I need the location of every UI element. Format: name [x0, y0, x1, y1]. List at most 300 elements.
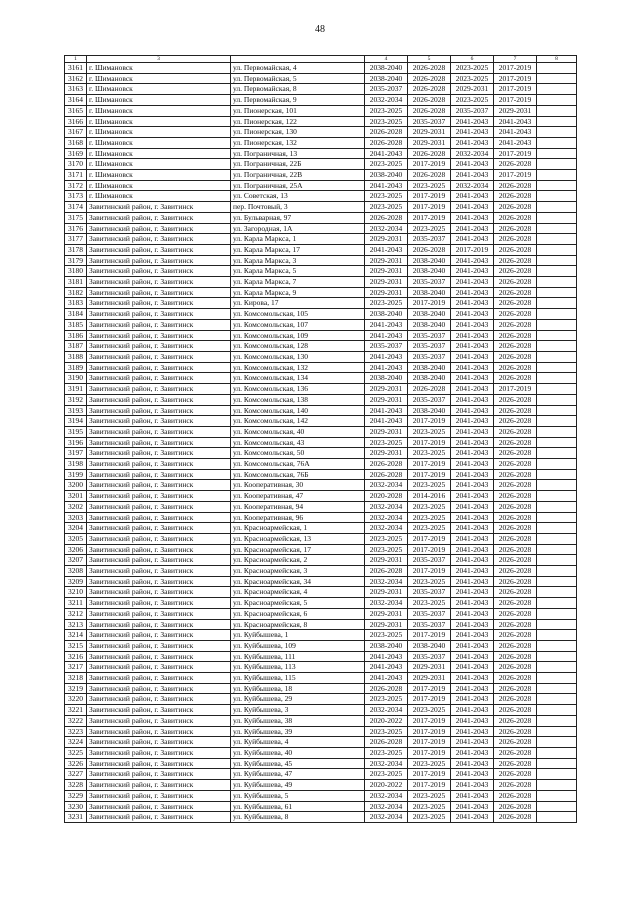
note-col-8	[537, 180, 577, 191]
note-col-8	[537, 351, 577, 362]
period-col-5: 2023-2025	[408, 180, 451, 191]
note-col-8	[537, 780, 577, 791]
locality: Завитинский район, г. Завитинск	[87, 587, 231, 598]
address: ул. Пионерская, 101	[231, 105, 365, 116]
period-col-7: 2026-2028	[494, 512, 537, 523]
table-row	[65, 341, 577, 352]
period-col-5: 2026-2028	[408, 105, 451, 116]
period-col-7: 2026-2028	[494, 319, 537, 330]
locality: Завитинский район, г. Завитинск	[87, 373, 231, 384]
address: ул. Куйбышева, 113	[231, 662, 365, 673]
note-col-8	[537, 426, 577, 437]
period-col-4: 2023-2025	[365, 748, 408, 759]
period-col-5: 2035-2037	[408, 555, 451, 566]
table-row	[65, 394, 577, 405]
period-col-6: 2041-2043	[451, 287, 494, 298]
period-col-5: 2017-2019	[408, 544, 451, 555]
note-col-8	[537, 212, 577, 223]
locality: Завитинский район, г. Завитинск	[87, 223, 231, 234]
period-col-7: 2026-2028	[494, 705, 537, 716]
address: ул. Пограничная, 22Б	[231, 159, 365, 170]
address: ул. Комсомольская, 109	[231, 330, 365, 341]
address: ул. Комсомольская, 142	[231, 416, 365, 427]
row-number: 3230	[65, 801, 87, 812]
column-number-7: 7	[494, 56, 537, 63]
locality: Завитинский район, г. Завитинск	[87, 576, 231, 587]
period-col-5: 2017-2019	[408, 298, 451, 309]
address: ул. Пионерская, 130	[231, 127, 365, 138]
note-col-8	[537, 662, 577, 673]
period-col-6: 2029-2031	[451, 84, 494, 95]
table-row	[65, 608, 577, 619]
period-col-4: 2029-2031	[365, 619, 408, 630]
period-col-5: 2035-2037	[408, 351, 451, 362]
row-number: 3179	[65, 255, 87, 266]
row-number: 3212	[65, 608, 87, 619]
table-row	[65, 662, 577, 673]
row-number: 3180	[65, 266, 87, 277]
note-col-8	[537, 801, 577, 812]
note-col-8	[537, 769, 577, 780]
table-row	[65, 726, 577, 737]
period-col-6: 2041-2043	[451, 341, 494, 352]
period-col-4: 2023-2025	[365, 116, 408, 127]
row-number: 3201	[65, 491, 87, 502]
period-col-7: 2026-2028	[494, 758, 537, 769]
note-col-8	[537, 373, 577, 384]
period-col-5: 2017-2019	[408, 459, 451, 470]
period-col-4: 2041-2043	[365, 673, 408, 684]
period-col-7: 2026-2028	[494, 480, 537, 491]
period-col-6: 2041-2043	[451, 202, 494, 213]
period-col-7: 2041-2043	[494, 116, 537, 127]
period-col-6: 2041-2043	[451, 448, 494, 459]
locality: Завитинский район, г. Завитинск	[87, 748, 231, 759]
period-col-7: 2026-2028	[494, 608, 537, 619]
row-number: 3219	[65, 683, 87, 694]
period-col-7: 2026-2028	[494, 640, 537, 651]
table-row	[65, 555, 577, 566]
table-row	[65, 95, 577, 106]
period-col-6: 2041-2043	[451, 608, 494, 619]
period-col-4: 2038-2040	[365, 373, 408, 384]
note-col-8	[537, 266, 577, 277]
address: ул. Пионерская, 122	[231, 116, 365, 127]
table-row	[65, 159, 577, 170]
period-col-4: 2023-2025	[365, 191, 408, 202]
address: ул. Красноармейская, 17	[231, 544, 365, 555]
locality: Завитинский район, г. Завитинск	[87, 212, 231, 223]
period-col-4: 2029-2031	[365, 287, 408, 298]
period-col-5: 2017-2019	[408, 202, 451, 213]
table-row	[65, 640, 577, 651]
period-col-6: 2041-2043	[451, 255, 494, 266]
period-col-4: 2032-2034	[365, 598, 408, 609]
period-col-5: 2026-2028	[408, 63, 451, 74]
period-col-5: 2035-2037	[408, 619, 451, 630]
address: ул. Красноармейская, 34	[231, 576, 365, 587]
period-col-6: 2041-2043	[451, 234, 494, 245]
table-row	[65, 105, 577, 116]
locality: г. Шимановск	[87, 191, 231, 202]
period-col-7: 2026-2028	[494, 726, 537, 737]
table-row	[65, 416, 577, 427]
address: ул. Карла Маркса, 17	[231, 244, 365, 255]
address: ул. Красноармейская, 6	[231, 608, 365, 619]
period-col-4: 2026-2028	[365, 683, 408, 694]
period-col-6: 2041-2043	[451, 737, 494, 748]
period-col-4: 2023-2025	[365, 694, 408, 705]
note-col-8	[537, 255, 577, 266]
period-col-7: 2026-2028	[494, 212, 537, 223]
note-col-8	[537, 287, 577, 298]
row-number: 3211	[65, 598, 87, 609]
table-row	[65, 790, 577, 801]
column-number-2: 3	[87, 56, 231, 63]
row-number: 3207	[65, 555, 87, 566]
period-col-6: 2041-2043	[451, 544, 494, 555]
period-col-5: 2026-2028	[408, 170, 451, 181]
period-col-7: 2026-2028	[494, 673, 537, 684]
table-row	[65, 287, 577, 298]
note-col-8	[537, 726, 577, 737]
locality: Завитинский район, г. Завитинск	[87, 341, 231, 352]
period-col-7: 2026-2028	[494, 598, 537, 609]
note-col-8	[537, 673, 577, 684]
note-col-8	[537, 748, 577, 759]
period-col-5: 2026-2028	[408, 244, 451, 255]
period-col-4: 2041-2043	[365, 148, 408, 159]
period-col-4: 2038-2040	[365, 309, 408, 320]
period-col-4: 2020-2022	[365, 715, 408, 726]
table-row	[65, 491, 577, 502]
period-col-5: 2026-2028	[408, 84, 451, 95]
address: ул. Куйбышева, 1	[231, 630, 365, 641]
period-col-7: 2026-2028	[494, 555, 537, 566]
period-col-5: 2017-2019	[408, 212, 451, 223]
address: ул. Куйбышева, 40	[231, 748, 365, 759]
period-col-4: 2041-2043	[365, 662, 408, 673]
table-row	[65, 780, 577, 791]
note-col-8	[537, 202, 577, 213]
period-col-6: 2041-2043	[451, 566, 494, 577]
address: ул. Красноармейская, 2	[231, 555, 365, 566]
period-col-6: 2023-2025	[451, 63, 494, 74]
locality: Завитинский район, г. Завитинск	[87, 255, 231, 266]
period-col-4: 2041-2043	[365, 362, 408, 373]
period-col-7: 2017-2019	[494, 170, 537, 181]
row-number: 3181	[65, 277, 87, 288]
period-col-7: 2026-2028	[494, 202, 537, 213]
address: ул. Куйбышева, 45	[231, 758, 365, 769]
period-col-7: 2026-2028	[494, 651, 537, 662]
address: ул. Первомайская, 8	[231, 84, 365, 95]
period-col-4: 2032-2034	[365, 705, 408, 716]
row-number: 3174	[65, 202, 87, 213]
row-number: 3196	[65, 437, 87, 448]
table-row	[65, 426, 577, 437]
row-number: 3185	[65, 319, 87, 330]
row-number: 3162	[65, 73, 87, 84]
row-number: 3182	[65, 287, 87, 298]
address: ул. Куйбышева, 3	[231, 705, 365, 716]
row-number: 3203	[65, 512, 87, 523]
period-col-5: 2023-2025	[408, 426, 451, 437]
period-col-4: 2038-2040	[365, 73, 408, 84]
locality: Завитинский район, г. Завитинск	[87, 694, 231, 705]
period-col-6: 2041-2043	[451, 555, 494, 566]
period-col-5: 2029-2031	[408, 137, 451, 148]
row-number: 3200	[65, 480, 87, 491]
note-col-8	[537, 437, 577, 448]
note-col-8	[537, 587, 577, 598]
note-col-8	[537, 566, 577, 577]
column-number-row	[65, 56, 577, 63]
address: ул. Куйбышева, 47	[231, 769, 365, 780]
row-number: 3177	[65, 234, 87, 245]
period-col-5: 2038-2040	[408, 373, 451, 384]
period-col-6: 2041-2043	[451, 416, 494, 427]
period-col-5: 2038-2040	[408, 319, 451, 330]
table-row	[65, 405, 577, 416]
period-col-4: 2023-2025	[365, 533, 408, 544]
period-col-4: 2023-2025	[365, 298, 408, 309]
table-row	[65, 715, 577, 726]
period-col-7: 2026-2028	[494, 469, 537, 480]
table-row	[65, 480, 577, 491]
address: ул. Карла Маркса, 9	[231, 287, 365, 298]
column-number-8: 8	[537, 56, 577, 63]
note-col-8	[537, 170, 577, 181]
column-number-6: 6	[451, 56, 494, 63]
locality: Завитинский район, г. Завитинск	[87, 726, 231, 737]
period-col-6: 2041-2043	[451, 640, 494, 651]
period-col-6: 2041-2043	[451, 298, 494, 309]
address: ул. Куйбышева, 115	[231, 673, 365, 684]
period-col-6: 2041-2043	[451, 673, 494, 684]
locality: г. Шимановск	[87, 137, 231, 148]
period-col-7: 2026-2028	[494, 544, 537, 555]
locality: Завитинский район, г. Завитинск	[87, 405, 231, 416]
note-col-8	[537, 244, 577, 255]
period-col-4: 2023-2025	[365, 726, 408, 737]
table-row	[65, 234, 577, 245]
address: ул. Кооперативная, 96	[231, 512, 365, 523]
column-number-3	[231, 56, 365, 63]
locality: Завитинский район, г. Завитинск	[87, 737, 231, 748]
period-col-4: 2026-2028	[365, 737, 408, 748]
period-col-5: 2035-2037	[408, 394, 451, 405]
locality: Завитинский район, г. Завитинск	[87, 598, 231, 609]
table-row	[65, 180, 577, 191]
row-number: 3222	[65, 715, 87, 726]
period-col-6: 2041-2043	[451, 309, 494, 320]
period-col-7: 2026-2028	[494, 351, 537, 362]
period-col-6: 2041-2043	[451, 598, 494, 609]
row-number: 3172	[65, 180, 87, 191]
period-col-6: 2035-2037	[451, 105, 494, 116]
table-row	[65, 737, 577, 748]
period-col-7: 2026-2028	[494, 737, 537, 748]
period-col-5: 2023-2025	[408, 576, 451, 587]
period-col-6: 2041-2043	[451, 373, 494, 384]
period-col-7: 2026-2028	[494, 576, 537, 587]
locality: Завитинский район, г. Завитинск	[87, 244, 231, 255]
period-col-6: 2041-2043	[451, 630, 494, 641]
address: ул. Куйбышева, 5	[231, 790, 365, 801]
period-col-4: 2029-2031	[365, 608, 408, 619]
period-col-7: 2026-2028	[494, 437, 537, 448]
address: ул. Первомайская, 5	[231, 73, 365, 84]
address: ул. Куйбышева, 4	[231, 737, 365, 748]
locality: Завитинский район, г. Завитинск	[87, 533, 231, 544]
period-col-5: 2038-2040	[408, 405, 451, 416]
note-col-8	[537, 362, 577, 373]
row-number: 3215	[65, 640, 87, 651]
period-col-5: 2023-2025	[408, 812, 451, 823]
period-col-6: 2041-2043	[451, 159, 494, 170]
address: ул. Красноармейская, 13	[231, 533, 365, 544]
address: ул. Комсомольская, 128	[231, 341, 365, 352]
address: ул. Комсомольская, 130	[231, 351, 365, 362]
note-col-8	[537, 630, 577, 641]
period-col-5: 2038-2040	[408, 362, 451, 373]
period-col-5: 2035-2037	[408, 608, 451, 619]
locality: Завитинский район, г. Завитинск	[87, 330, 231, 341]
note-col-8	[537, 84, 577, 95]
locality: г. Шимановск	[87, 95, 231, 106]
table-row	[65, 469, 577, 480]
table-row	[65, 127, 577, 138]
locality: Завитинский район, г. Завитинск	[87, 491, 231, 502]
address: ул. Карла Маркса, 7	[231, 277, 365, 288]
locality: г. Шимановск	[87, 148, 231, 159]
note-col-8	[537, 105, 577, 116]
locality: Завитинский район, г. Завитинск	[87, 769, 231, 780]
period-col-6: 2041-2043	[451, 576, 494, 587]
period-col-6: 2041-2043	[451, 801, 494, 812]
period-col-7: 2026-2028	[494, 619, 537, 630]
period-col-4: 2032-2034	[365, 801, 408, 812]
address: ул. Карла Маркса, 3	[231, 255, 365, 266]
period-col-5: 2023-2025	[408, 512, 451, 523]
period-col-4: 2026-2028	[365, 212, 408, 223]
note-col-8	[537, 394, 577, 405]
locality: Завитинский район, г. Завитинск	[87, 715, 231, 726]
period-col-5: 2017-2019	[408, 748, 451, 759]
address: ул. Пограничная, 22В	[231, 170, 365, 181]
period-col-4: 2023-2025	[365, 630, 408, 641]
period-col-7: 2026-2028	[494, 566, 537, 577]
locality: Завитинский район, г. Завитинск	[87, 662, 231, 673]
row-number: 3187	[65, 341, 87, 352]
period-col-5: 2038-2040	[408, 287, 451, 298]
locality: Завитинский район, г. Завитинск	[87, 351, 231, 362]
table-row	[65, 437, 577, 448]
period-col-5: 2017-2019	[408, 159, 451, 170]
period-col-7: 2026-2028	[494, 533, 537, 544]
period-col-4: 2020-2028	[365, 491, 408, 502]
period-col-4: 2041-2043	[365, 330, 408, 341]
period-col-6: 2041-2043	[451, 758, 494, 769]
note-col-8	[537, 512, 577, 523]
row-number: 3217	[65, 662, 87, 673]
period-col-6: 2041-2043	[451, 705, 494, 716]
row-number: 3197	[65, 448, 87, 459]
locality: г. Шимановск	[87, 116, 231, 127]
address: ул. Комсомольская, 76А	[231, 459, 365, 470]
period-col-4: 2023-2025	[365, 544, 408, 555]
period-col-6: 2041-2043	[451, 780, 494, 791]
row-number: 3189	[65, 362, 87, 373]
note-col-8	[537, 277, 577, 288]
period-col-7: 2026-2028	[494, 630, 537, 641]
table-row	[65, 244, 577, 255]
period-col-6: 2041-2043	[451, 437, 494, 448]
period-col-6: 2041-2043	[451, 662, 494, 673]
period-col-4: 2026-2028	[365, 459, 408, 470]
period-col-5: 2023-2025	[408, 223, 451, 234]
period-col-6: 2041-2043	[451, 469, 494, 480]
address: ул. Кооперативная, 47	[231, 491, 365, 502]
locality: Завитинский район, г. Завитинск	[87, 362, 231, 373]
table-row	[65, 566, 577, 577]
note-col-8	[537, 73, 577, 84]
locality: Завитинский район, г. Завитинск	[87, 812, 231, 823]
table-row	[65, 298, 577, 309]
address: ул. Комсомольская, 43	[231, 437, 365, 448]
period-col-7: 2026-2028	[494, 330, 537, 341]
period-col-7: 2026-2028	[494, 309, 537, 320]
period-col-4: 2029-2031	[365, 426, 408, 437]
locality: Завитинский район, г. Завитинск	[87, 309, 231, 320]
table-row	[65, 705, 577, 716]
period-col-5: 2029-2031	[408, 673, 451, 684]
row-number: 3171	[65, 170, 87, 181]
period-col-6: 2041-2043	[451, 170, 494, 181]
row-number: 3163	[65, 84, 87, 95]
address: ул. Комсомольская, 40	[231, 426, 365, 437]
period-col-7: 2026-2028	[494, 244, 537, 255]
period-col-4: 2023-2025	[365, 769, 408, 780]
period-col-6: 2041-2043	[451, 480, 494, 491]
period-col-6: 2041-2043	[451, 223, 494, 234]
period-col-6: 2041-2043	[451, 523, 494, 534]
locality: Завитинский район, г. Завитинск	[87, 459, 231, 470]
table-row	[65, 116, 577, 127]
table-row	[65, 362, 577, 373]
row-number: 3161	[65, 63, 87, 74]
period-col-5: 2023-2025	[408, 448, 451, 459]
period-col-7: 2026-2028	[494, 769, 537, 780]
address: ул. Пионерская, 132	[231, 137, 365, 148]
period-col-7: 2026-2028	[494, 459, 537, 470]
locality: Завитинский район, г. Завитинск	[87, 234, 231, 245]
period-col-6: 2041-2043	[451, 426, 494, 437]
period-col-5: 2017-2019	[408, 469, 451, 480]
period-col-4: 2032-2034	[365, 758, 408, 769]
period-col-7: 2017-2019	[494, 84, 537, 95]
period-col-4: 2023-2025	[365, 202, 408, 213]
note-col-8	[537, 533, 577, 544]
period-col-4: 2032-2034	[365, 501, 408, 512]
period-col-7: 2026-2028	[494, 501, 537, 512]
period-col-6: 2041-2043	[451, 127, 494, 138]
period-col-7: 2026-2028	[494, 748, 537, 759]
note-col-8	[537, 137, 577, 148]
table-row	[65, 84, 577, 95]
period-col-4: 2035-2037	[365, 84, 408, 95]
